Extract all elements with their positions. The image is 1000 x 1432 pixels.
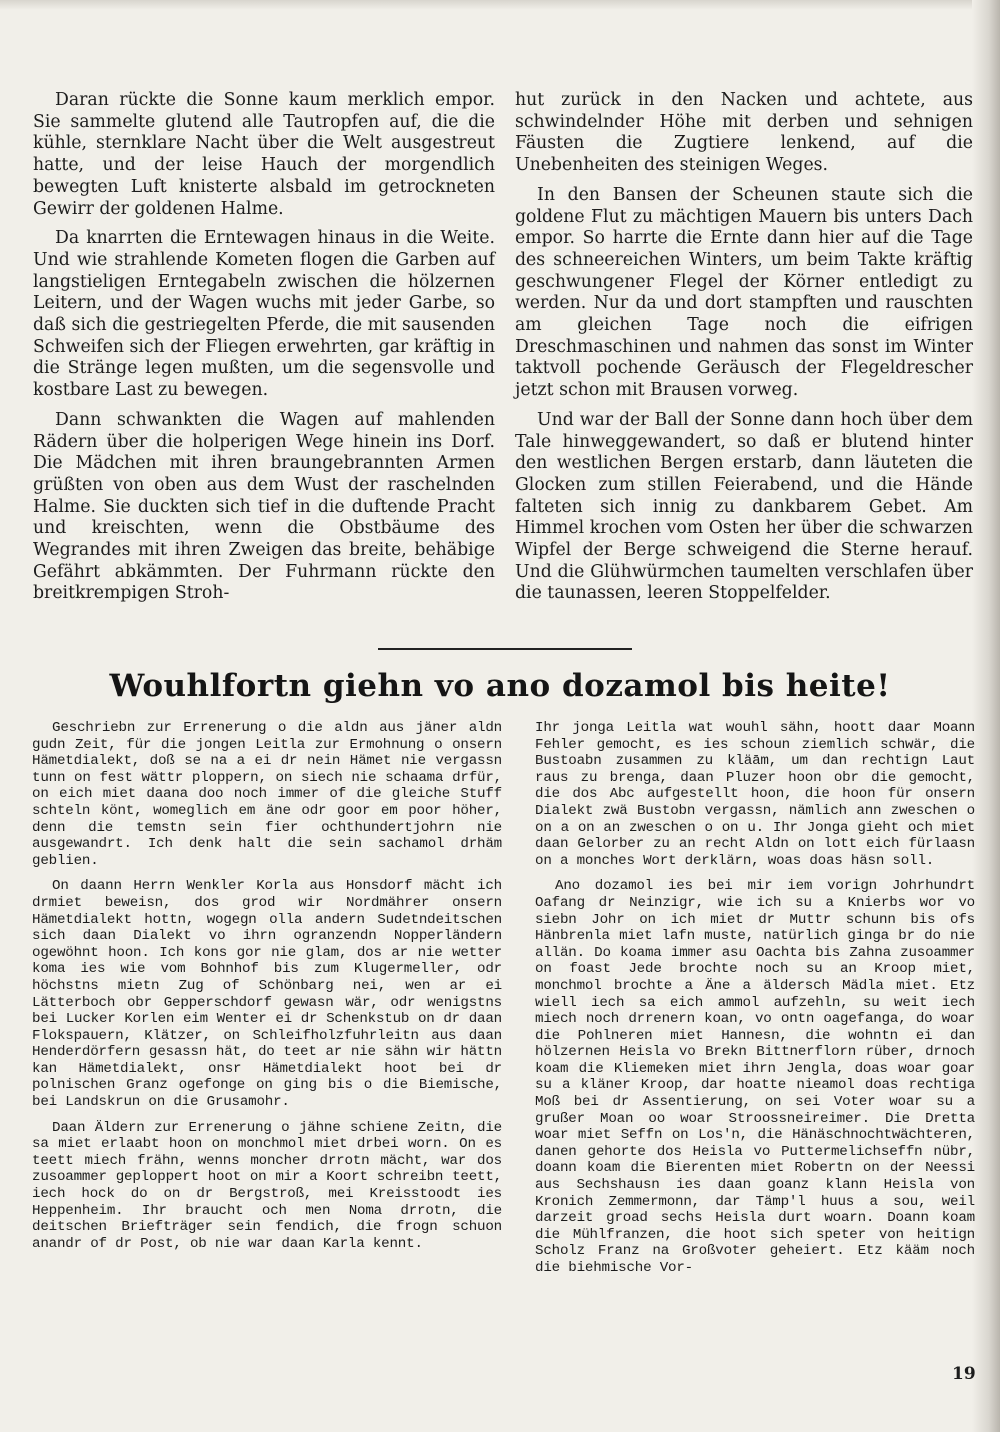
story-paragraph: hut zurück in den Nacken und achtete, aus schwindelnder Höhe mit derben und sehnigen Fäusten die Zugtiere lenkend, auf die Unebenheiten des steinigen Weges.	[515, 90, 973, 176]
article-paragraph: Geschriebn zur Errenerung o die aldn aus jäner aldn gudn Zeit, für die jongen Leitla zur Ermohnung o onsern Hämetdialekt, doß se na a ei dr nein Hämet nie vergassn tunn on fest wättr ploppern, on siech nie schaama drfür, on eich miet daana doo noch immer of die gleiche Stuff schteln könt, womeglich em äne odr goor em poor höher, denn die temstn sein fier ochthundertjohrn nie ausgewandrt. Ich denk halt die sein sachamol drhäm geblien.	[32, 720, 502, 869]
story-paragraph: Daran rückte die Sonne kaum merklich empor. Sie sammelte glutend alle Tautropfen auf, die die kühle, sternklare Nacht über die Welt ausgestreut hatte, und der leise Hauch der morgendlich bewegten Luft knisterte alsbald im getrockneten Gewirr der goldenen Halme.	[33, 90, 495, 219]
page-top-shadow	[0, 0, 1000, 10]
article-column-right	[535, 720, 975, 1286]
story-paragraph: Da knarrten die Erntewagen hinaus in die Weite. Und wie strahlende Kometen flogen die Garben auf langstieligen Erntegabeln zwischen die hölzernen Leitern, und der Wagen wuchs mit jeder Garbe, so daß sich die gestriegelten Pferde, die mit sausenden Schweifen sich der Fliegen erwehrten, gar kräftig in die Stränge legen mußten, um die segensvolle und kostbare Last zu bewegen.	[33, 228, 495, 401]
story-paragraph: Dann schwankten die Wagen auf mahlenden Rädern über die holperigen Wege hinein ins Dorf. Die Mädchen mit ihren braungebrannten Armen grüßten von oben aus dem Wust der raschelnden Halme. Sie duckten sich tief in die duftende Pracht und kreischten, wenn die Obstbäume des Wegrandes mit ihren Zweigen das breite, behäbige Gefährt abkämmten. Der Fuhrmann rückte den breitkrempigen Stroh-	[33, 409, 495, 604]
section-divider	[378, 648, 632, 650]
article-title: Wouhlfortn giehn vo ano dozamol bis heite!	[109, 668, 891, 704]
article-column-left	[32, 720, 502, 1261]
page-right-edge	[972, 0, 1000, 1432]
story-column-right	[515, 90, 973, 613]
article-paragraph: Daan Äldern zur Errenerung o jähne schiene Zeitn, die sa miet erlaabt hoon on monchmol miet drbei worn. On es teett miech frähn, wenns moncher drrotn mächt, war dos zusoammer geploppert hoot on mir a Koort schreibn teett, iech hock do on dr Bergstroß, mei Kreisstoodt ies Heppenheim. Ihr braucht och men Noma drrotn, die deitschen Briefträger sein fendich, die frogn schuon anandr of dr Post, ob nie war daan Karla kennt.	[32, 1119, 502, 1252]
story-column-left	[33, 90, 495, 613]
story-paragraph: Und war der Ball der Sonne dann hoch über dem Tale hinweggewandert, so daß er blutend hinter den westlichen Bergen erstarb, dann läuteten die Glocken zum stillen Feierabend, und die Hände falteten sich innig zu dankbarem Gebet. Am Himmel krochen vom Osten her über die schwarzen Wipfel der Berge schweigend die Sterne herauf. Und die Glühwürmchen taumelten verschlafen über die taunassen, leeren Stoppelfelder.	[515, 409, 973, 604]
article-paragraph: Ihr jonga Leitla wat wouhl sähn, hoott daar Moann Fehler gemocht, es ies schoun ziemlich schwär, die Bustoabn zusammen zu kläām, um dan rechtign Laut raus zu brenga, daan Pluzer hoon obr die gemocht, die dos Abc aufgestellt hoon, die hoon für onsern Dialekt zwä Bustobn vergassn, nämlich ann zweschen o on a on an zweschen o on u. Ihr Jonga gieht och miet daan Gelorber zu an recht Aldn on lott eich fürlaasn on a monches Wort derklärn, woas doas häsn soll.	[535, 720, 975, 869]
article-paragraph: On daann Herrn Wenkler Korla aus Honsdorf mächt ich drmiet beweisn, dos grod wir Nordmährer onsern Hämetdialekt hottn, wogegn olla andern Sudetndeitschen sich daan Dialekt vo ihrn ogranzendn Nopperländern ogewöhnt hoon. Ich kons gor nie glam, dos ar nie wetter koma ies wie vom Bohnhof bis zum Klugermeller, odr höchstns mietn Zug of Schönbarg nei, wen ar ei Lätterboch obr Gepperschdorf gewasn wär, odr wenigstns bei Lucker Korlen eim Wenter ei dr Schenkstub on dr daan Flokspauern, Klätzer, on Schleifholzfuhrleitn aus daan Henderdörfern gesassn hät, do teet ar nie sähn wir hättn kan Hämetdialekt, onsr Hämetdialekt hoot bei dr polnischen Granz ogefonge on ging bis o die Biemische, bei Landskrun on die Grusamohr.	[32, 878, 502, 1111]
article-paragraph: Ano dozamol ies bei mir iem vorign Johrhundrt Oafang dr Neinzigr, wie ich su a Knierbs wor vo siebn Johr on ich miet dr Muttr schunn bis ofs Hänbrenla miet lafn muste, natürlich ginga br do nie allän. Do koama immer asu Oachta bis Zahna zusoammer on foast Jede brochte noch su an Kroop miet, monchmol brochte a Äne a äldersch Mädla miet. Etz wiell iech sa eich ammol aufzehln, su weit iech miech noch drrenern koan, vo ontn oagefanga, do woar die Pohlneren miet Hannesn, die wohntn ei dan hölzernen Heisla vo Brekn Bittnerflorn rüber, drnoch koam die Kliemeken miet ihrn Jengla, doas woar goar su a kläner Kroop, dar hoatte nieamol doas rechtiga Moß bei dr Assentierung, on sei Voter woar su a grußer Moan oo woar Stroossneireimer. Die Dretta woar miet Seffn on Los'n, die Hänäschnochtwächteren, danen gehorte dos Heisla vo Puttermelichseffn nübr, doann koam die Bierenten miet Robertn on der Neessi aus Sechshausn ies daan goanz klann Heisla von Kronich Zemmermonn, dar Tämp'l huus a sou, weil darzeit groad sechs Heisla durt woarn. Doann koam die Mühlfranzen, die hoot sich speter von heitign Scholz Franz na Großvoter geheiert. Etz kääm noch die biehmische Vor-	[535, 878, 975, 1276]
story-paragraph: In den Bansen der Scheunen staute sich die goldene Flut zu mächtigen Mauern bis unters Dach empor. So harrte die Ernte dann hier auf die Tage des schneereichen Winters, um beim Takte kräftig geschwungener Flegel der Körner entledigt zu werden. Nur da und dort stampften und rauschten am gleichen Tage noch die eifrigen Dreschmaschinen und nahmen das sonst im Winter taktvoll pochende Geräusch der Flegeldrescher jetzt schon mit Brausen vorweg.	[515, 184, 973, 401]
page-number: 19	[952, 1364, 976, 1384]
